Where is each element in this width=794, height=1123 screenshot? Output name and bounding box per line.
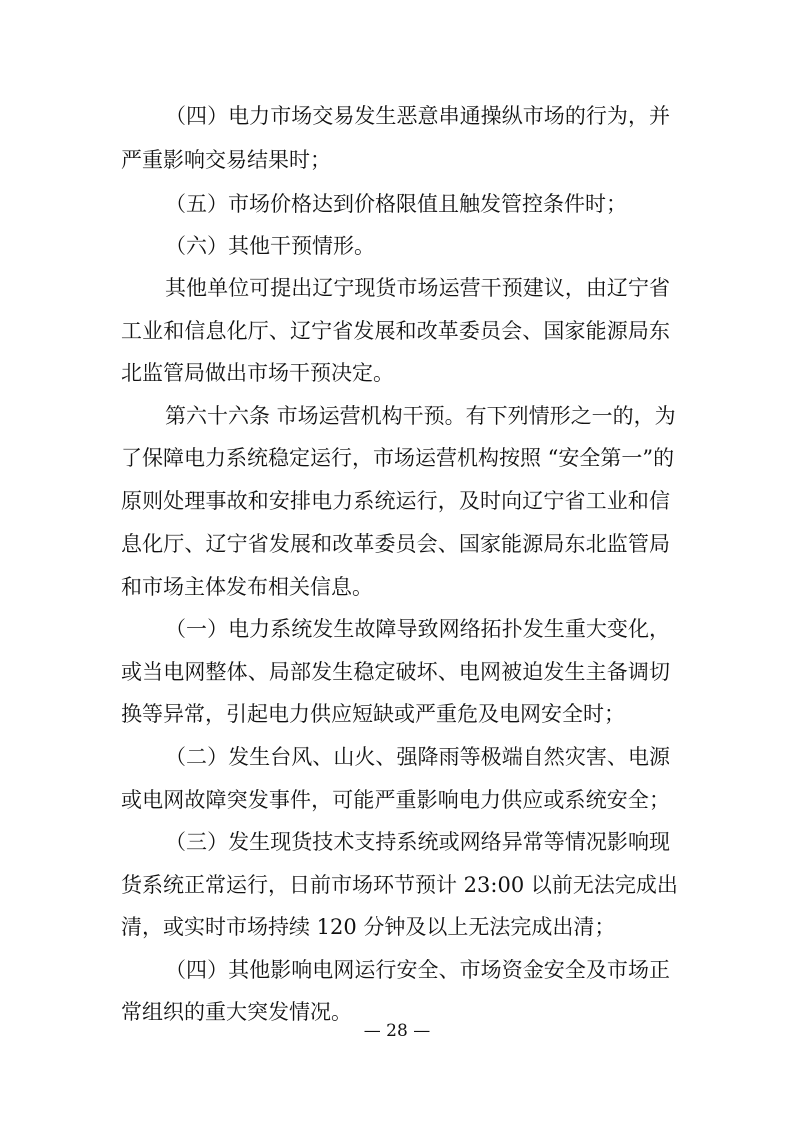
text-line: 常组织的重大突发情况。 bbox=[121, 1000, 352, 1024]
text-line: 北监管局做出市场干预决定。 bbox=[121, 361, 394, 385]
text-line: （四）电力市场交易发生恶意串通操纵市场的行为，并 bbox=[165, 104, 670, 128]
text-line: （六）其他干预情形。 bbox=[165, 234, 375, 258]
text-line: （三）发生现货技术支持系统或网络异常等情况影响现 bbox=[165, 830, 670, 854]
text-line: 其他单位可提出辽宁现货市场运营干预建议，由辽宁省 bbox=[165, 276, 670, 300]
text-line: 工业和信息化厅、辽宁省发展和改革委员会、国家能源局东 bbox=[121, 319, 670, 343]
text-line: 或电网故障突发事件，可能严重影响电力供应或系统安全； bbox=[121, 788, 670, 812]
text-line: 原则处理事故和安排电力系统运行，及时向辽宁省工业和信 bbox=[121, 489, 670, 513]
text-line: 息化厅、辽宁省发展和改革委员会、国家能源局东北监管局 bbox=[121, 532, 670, 556]
text-line: 了保障电力系统稳定运行，市场运营机构按照 “安全第一”的 bbox=[121, 446, 675, 470]
text-line: （五）市场价格达到价格限值且触发管控条件时； bbox=[165, 192, 627, 216]
text-line: 第六十六条 市场运营机构干预。有下列情形之一的，为 bbox=[165, 404, 676, 428]
text-line: （四）其他影响电网运行安全、市场资金安全及市场正 bbox=[165, 958, 670, 982]
text-line: （二）发生台风、山火、强降雨等极端自然灾害、电源 bbox=[165, 745, 670, 769]
text-line: 货系统正常运行，日前市场环节预计 23:00 以前无法完成出 bbox=[121, 873, 678, 897]
text-line: 换等异常，引起电力供应短缺或严重危及电网安全时； bbox=[121, 702, 625, 726]
text-line: 或当电网整体、局部发生稳定破坏、电网被迫发生主备调切 bbox=[121, 660, 670, 684]
text-line: 清，或实时市场持续 120 分钟及以上无法完成出清； bbox=[121, 915, 616, 939]
text-line: 严重影响交易结果时； bbox=[121, 148, 331, 172]
text-line: 和市场主体发布相关信息。 bbox=[121, 575, 373, 599]
text-line: （一）电力系统发生故障导致网络拓扑发生重大变化， bbox=[165, 617, 670, 641]
page-number: — 28 — bbox=[363, 1021, 431, 1041]
